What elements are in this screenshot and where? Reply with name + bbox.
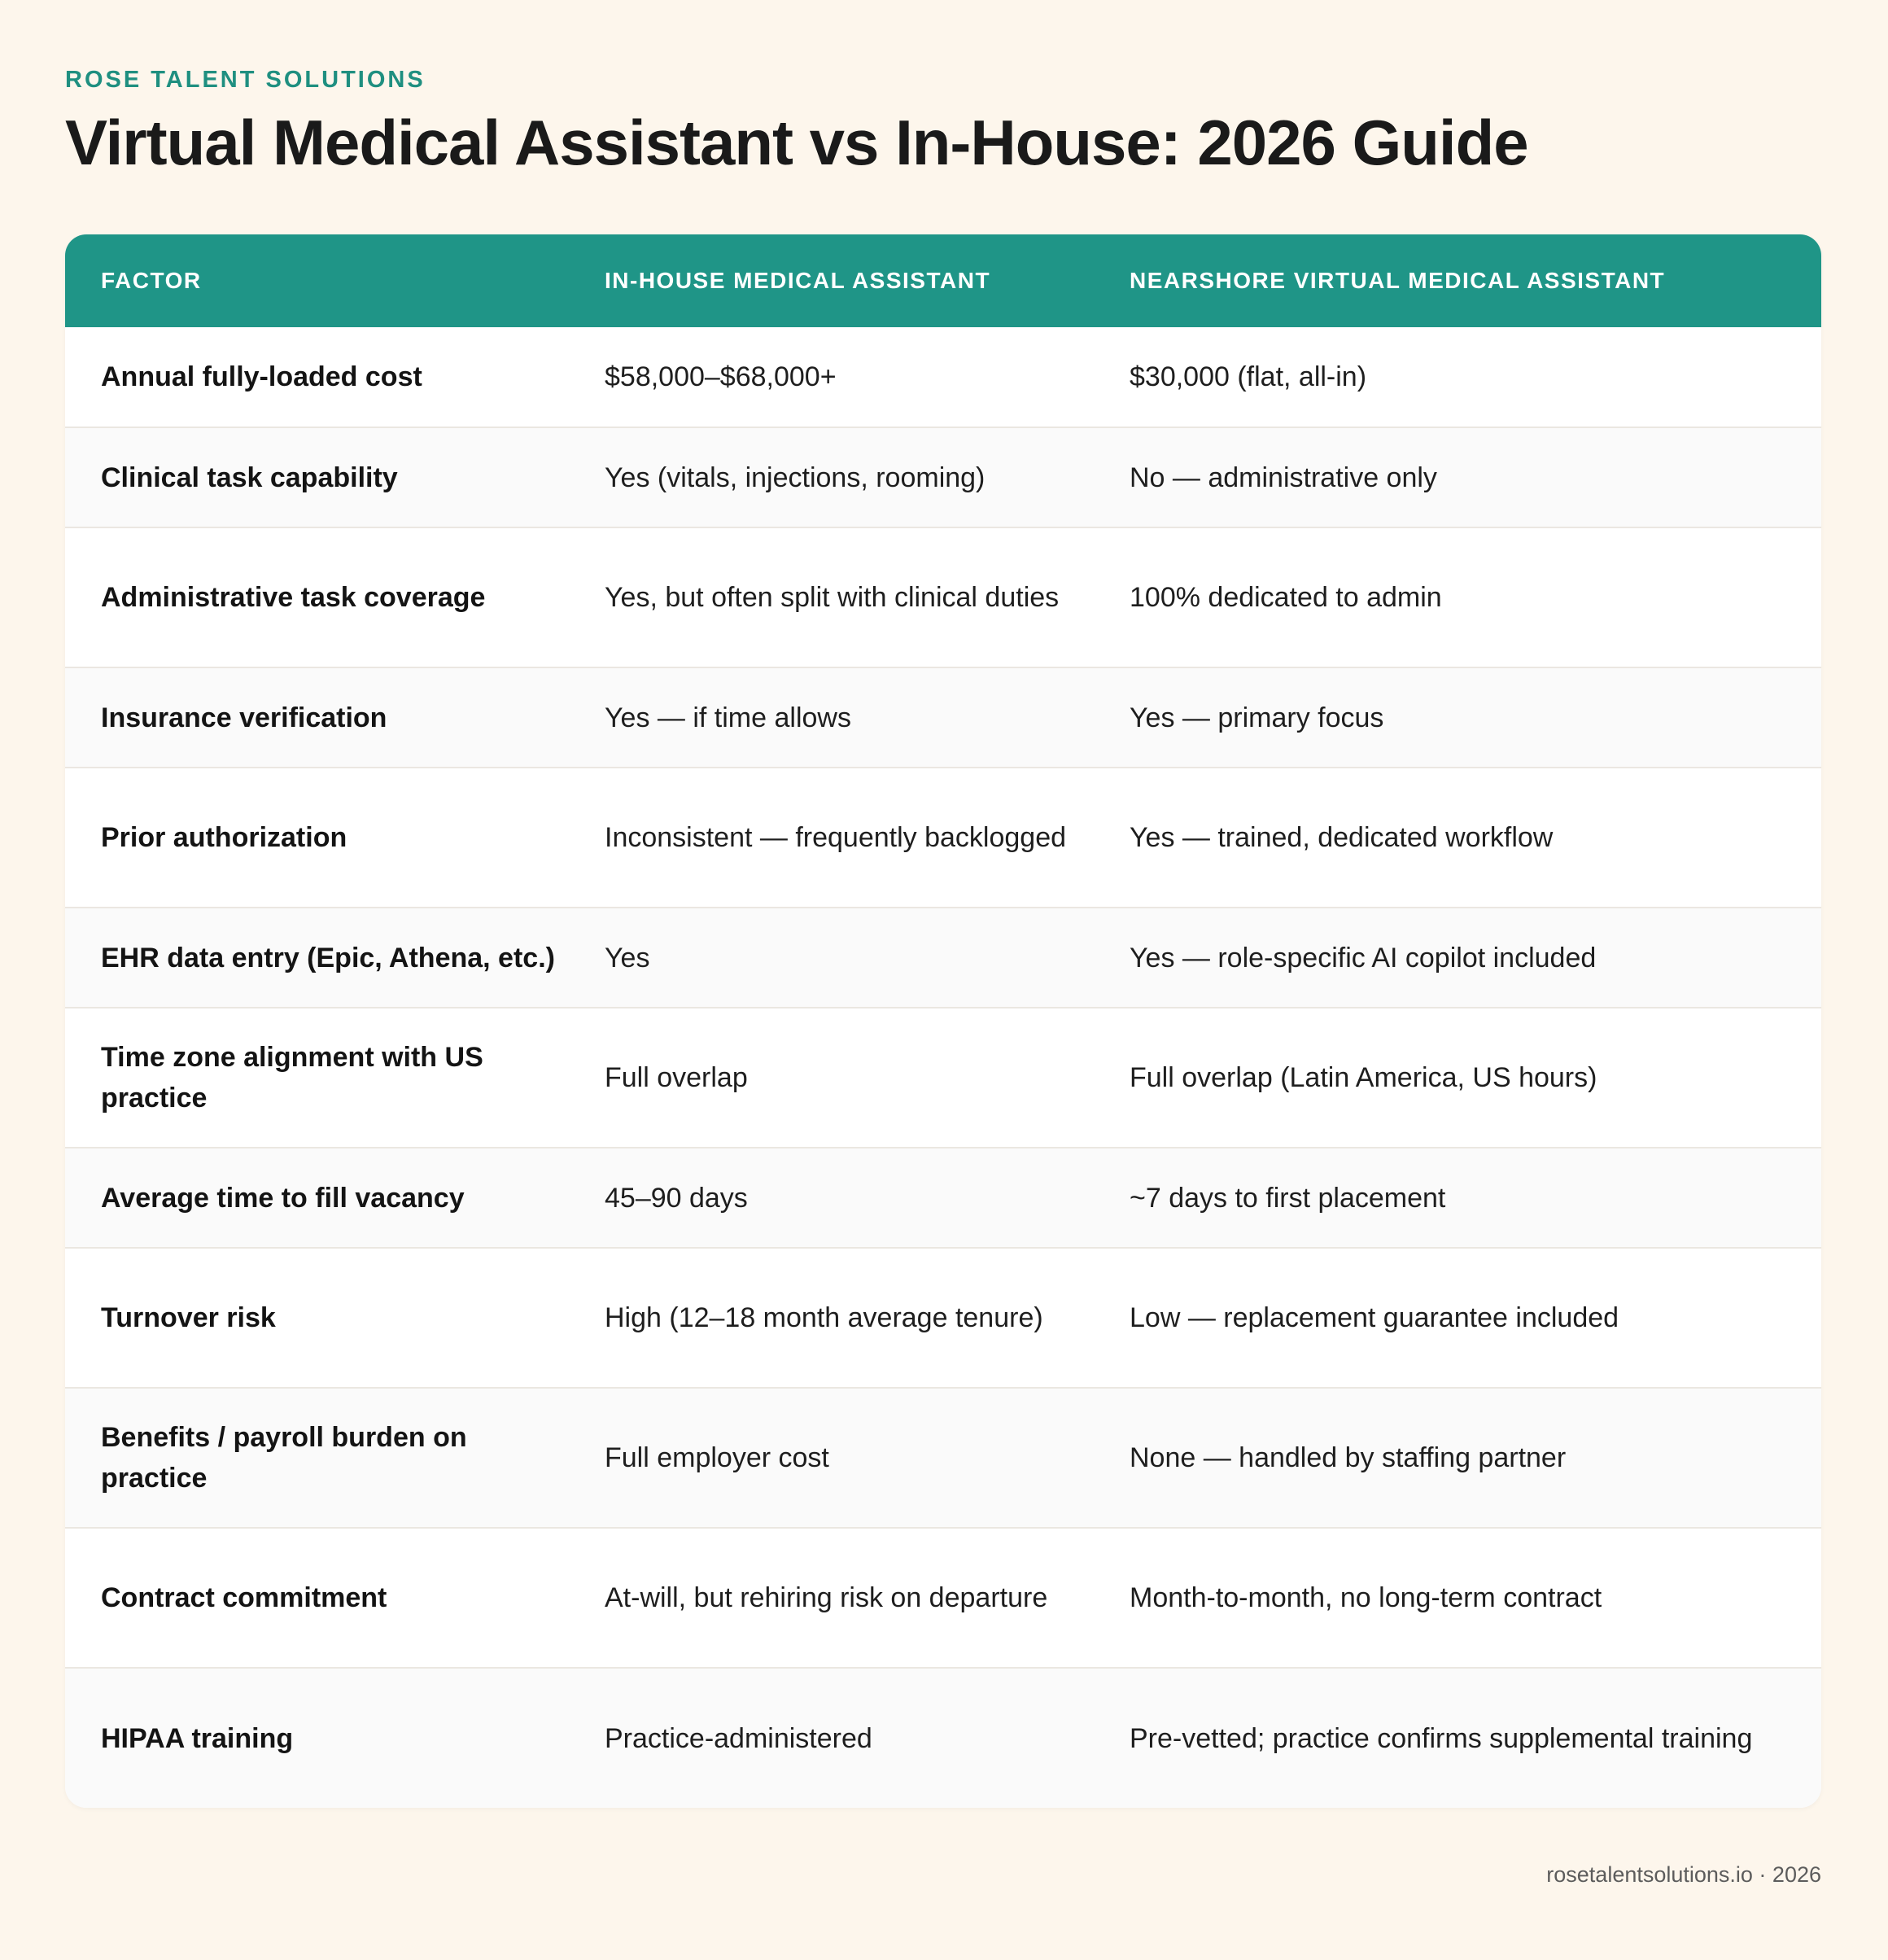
- in-house-cell: Yes: [605, 942, 650, 973]
- in-house-cell: $58,000–$68,000+: [605, 361, 837, 392]
- factor-cell: EHR data entry (Epic, Athena, etc.): [101, 942, 555, 973]
- table-row: [65, 1248, 1821, 1388]
- in-house-cell: Full overlap: [605, 1062, 748, 1093]
- comparison-table: [65, 234, 1821, 1808]
- table-row: [65, 1668, 1821, 1808]
- table-header-row: [65, 234, 1821, 327]
- table-row: [65, 1148, 1821, 1248]
- nearshore-cell: Yes — trained, dedicated workflow: [1130, 822, 1554, 853]
- in-house-cell: Inconsistent — frequently backlogged: [605, 822, 1067, 853]
- table-row: [65, 768, 1821, 908]
- nearshore-cell: ~7 days to first placement: [1130, 1182, 1446, 1214]
- nearshore-cell: None — handled by staffing partner: [1130, 1442, 1567, 1473]
- comparison-table-card: [65, 234, 1821, 1808]
- factor-cell: Insurance verification: [101, 702, 387, 733]
- factor-cell: Benefits / payroll burden on practice: [101, 1422, 467, 1494]
- nearshore-cell: 100% dedicated to admin: [1130, 582, 1442, 613]
- factor-cell: Administrative task coverage: [101, 582, 486, 613]
- in-house-cell: Yes — if time allows: [605, 702, 851, 733]
- footer-credit: rosetalentsolutions.io · 2026: [1546, 1862, 1821, 1887]
- in-house-cell: Practice-administered: [605, 1722, 872, 1754]
- factor-cell: Clinical task capability: [101, 462, 398, 493]
- factor-cell: Average time to fill vacancy: [101, 1182, 465, 1214]
- header-nearshore: NEARSHORE VIRTUAL MEDICAL ASSISTANT: [1130, 268, 1666, 293]
- nearshore-cell: Yes — primary focus: [1130, 702, 1384, 733]
- nearshore-cell: Low — replacement guarantee included: [1130, 1302, 1619, 1333]
- in-house-cell: At-will, but rehiring risk on departure: [605, 1582, 1048, 1613]
- brand-label: ROSE TALENT SOLUTIONS: [65, 67, 426, 93]
- table-row: [65, 527, 1821, 667]
- header-in-house: IN-HOUSE MEDICAL ASSISTANT: [605, 268, 991, 293]
- nearshore-cell: No — administrative only: [1130, 462, 1437, 493]
- table-row: [65, 1528, 1821, 1668]
- factor-cell: HIPAA training: [101, 1722, 294, 1754]
- nearshore-cell: Pre-vetted; practice confirms supplemental training: [1130, 1722, 1753, 1754]
- table-row: [65, 327, 1821, 427]
- in-house-cell: High (12–18 month average tenure): [605, 1302, 1043, 1333]
- in-house-cell: Yes (vitals, injections, rooming): [605, 462, 986, 493]
- table-row: [65, 427, 1821, 527]
- nearshore-cell: Yes — role-specific AI copilot included: [1130, 942, 1597, 973]
- in-house-cell: Full employer cost: [605, 1442, 829, 1473]
- factor-cell: Turnover risk: [101, 1302, 276, 1333]
- factor-cell: Annual fully-loaded cost: [101, 361, 422, 392]
- table-row: [65, 1388, 1821, 1528]
- factor-cell: Time zone alignment with US practice: [101, 1042, 483, 1113]
- header-factor: FACTOR: [101, 268, 202, 293]
- factor-cell: Contract commitment: [101, 1582, 387, 1613]
- factor-cell: Prior authorization: [101, 822, 347, 853]
- table-row: [65, 667, 1821, 768]
- in-house-cell: Yes, but often split with clinical duties: [605, 582, 1060, 613]
- in-house-cell: 45–90 days: [605, 1182, 748, 1214]
- table-row: [65, 1008, 1821, 1148]
- nearshore-cell: $30,000 (flat, all-in): [1130, 361, 1367, 392]
- nearshore-cell: Month-to-month, no long-term contract: [1130, 1582, 1602, 1613]
- table-row: [65, 908, 1821, 1008]
- nearshore-cell: Full overlap (Latin America, US hours): [1130, 1062, 1597, 1093]
- page-title: Virtual Medical Assistant vs In-House: 2026 Guide: [65, 107, 1528, 178]
